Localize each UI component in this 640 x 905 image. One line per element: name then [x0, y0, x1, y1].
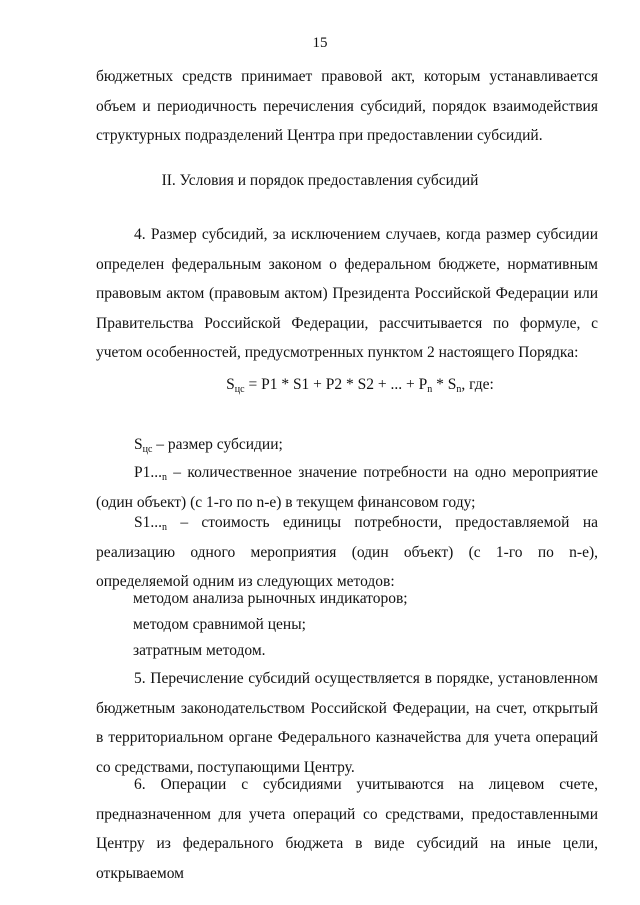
- paragraph-5: 5. Перечисление субсидий осуществляется в порядке, установленном бюджетным законодательством Российской Федерации, на счет, открытый в территориальном органе Федерального казначейства для учета операций со средствами, поступающими Центру.: [96, 670, 598, 776]
- page-number: 15: [312, 35, 328, 51]
- section-title: II. Условия и порядок предоставления субсидий: [161, 172, 479, 189]
- paragraph-6: 6. Операции с субсидиями учитываются на лицевом счете, предназначенном для учета операций со средствами, предоставленными Центру из федерального бюджета в виде субсидий на иные цели, открываемом: [96, 776, 598, 882]
- method-item: затратным методом.: [133, 642, 266, 659]
- formula: $S_{цс} = P1 * S1 + P2 * S2$ + ... + $P_n * S_n$, где:: [226, 376, 494, 395]
- method-item: методом анализа рыночных индикаторов;: [133, 590, 408, 607]
- paragraph-continued: бюджетных средств принимает правовой акт, которым устанавливается объем и периодичность перечисления субсидий, порядок взаимодействия структурных подразделений Центра при предоставлении субсидий.: [96, 68, 598, 144]
- method-item: методом сравнимой цены;: [133, 616, 306, 633]
- paragraph-4: 4. Размер субсидий, за исключением случаев, когда размер субсидии определен федеральным законом о федеральном бюджете, нормативным правовым актом (правовым актом) Президента Российской Федерации или Правительства Российской Федерации, рассчитывается по формуле, с учетом особенностей, предусмотренных пунктом 2 настоящего Порядка:: [96, 226, 598, 361]
- definition-s1: $S1..._n$ – стоимость единицы потребности, предоставляемой на реализацию одного мероприятия (один объект) (с 1-го по n-е), определяемой одним из следующих методов:: [96, 514, 598, 590]
- definition-s: $S_{цс}$ – размер субсидии;: [134, 436, 283, 455]
- definition-p: $P1..._n$ – количественное значение потребности на одно мероприятие (один объект) (с 1-го по n-е) в текущем финансовом году;: [96, 464, 598, 511]
